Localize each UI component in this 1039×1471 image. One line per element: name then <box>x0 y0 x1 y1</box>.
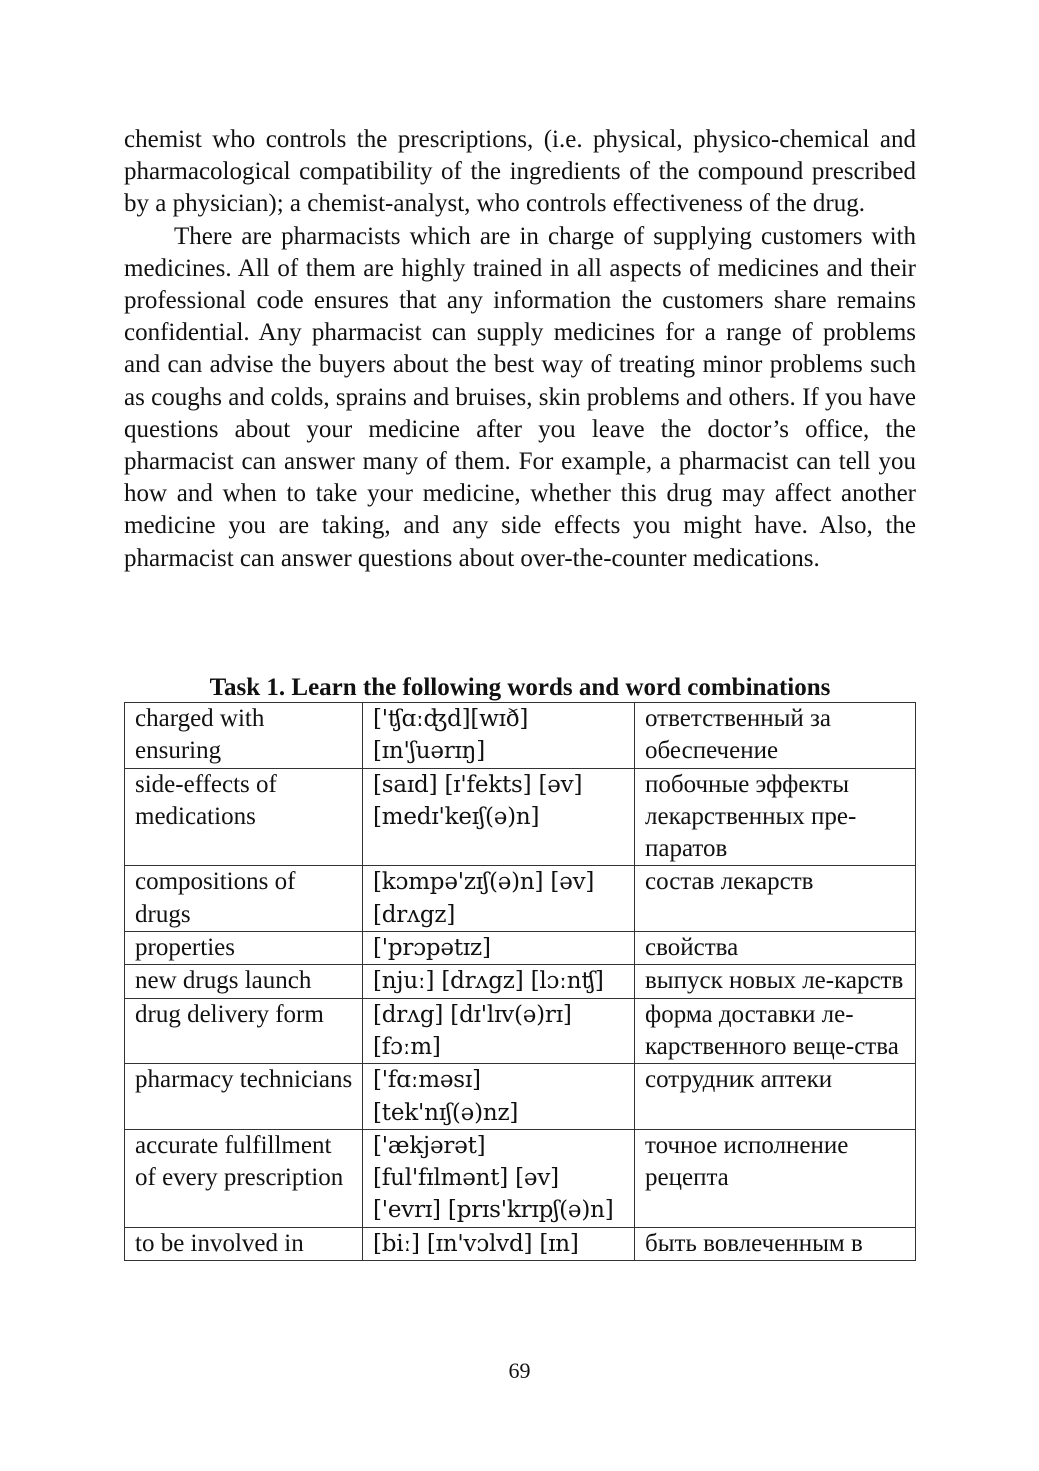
table-row <box>125 1129 916 1227</box>
term-cell: to be involved in <box>125 1227 363 1260</box>
table-row <box>125 703 916 769</box>
translation-cell: сотрудник аптеки <box>635 1064 916 1130</box>
translation-cell: свойства <box>635 932 916 965</box>
paragraph-chemist: chemist who controls the prescriptions, (i.e. physical, physico-chemical and pharmacological compatibility of the ingredients of the compound prescribed by a physician); a chemist-analyst, who controls effectiveness of the drug. <box>124 126 916 218</box>
term-cell: charged with ensuring <box>125 703 363 769</box>
transcription-cell: ['ʧɑːʤd][wɪð] [ɪn'ʃuərɪŋ] <box>363 703 635 769</box>
transcription-cell: [biː] [ɪn'vɔlvd] [ɪn] <box>363 1227 635 1260</box>
translation-cell: побочные эффекты лекарственных пре-паратов <box>635 768 916 866</box>
term-cell: accurate fulfillment of every prescription <box>125 1129 363 1227</box>
page-content <box>124 124 916 1257</box>
page-number: 69 <box>508 1358 531 1383</box>
term-cell: side-effects of medications <box>125 768 363 866</box>
vocabulary-table <box>124 702 916 1261</box>
term-cell: drug delivery form <box>125 998 363 1064</box>
transcription-cell: [njuː] [drʌgz] [lɔːnʧ] <box>363 965 635 998</box>
transcription-cell: [kɔmpə'zɪʃ(ə)n] [əv] [drʌgz] <box>363 866 635 932</box>
translation-cell: ответственный за обеспечение <box>635 703 916 769</box>
table-row <box>125 998 916 1064</box>
translation-cell: состав лекарств <box>635 866 916 932</box>
term-cell: compositions of drugs <box>125 866 363 932</box>
table-row <box>125 1064 916 1130</box>
translation-cell: форма доставки ле-карственного веще-ства <box>635 998 916 1064</box>
transcription-cell: ['fɑːməsɪ] [tek'nɪʃ(ə)nz] <box>363 1064 635 1130</box>
translation-cell: быть вовлеченным в <box>635 1227 916 1260</box>
table-row <box>125 866 916 932</box>
table-row <box>125 768 916 866</box>
table-row <box>125 1227 916 1260</box>
term-cell: properties <box>125 932 363 965</box>
table-row <box>125 932 916 965</box>
term-cell: pharmacy technicians <box>125 1064 363 1130</box>
transcription-cell: ['prɔpətɪz] <box>363 932 635 965</box>
translation-cell: выпуск новых ле-карств <box>635 965 916 998</box>
transcription-cell: [drʌg] [dɪ'lɪv(ə)rɪ] [fɔːm] <box>363 998 635 1064</box>
transcription-cell: ['ækjərət] [ful'fɪlmənt] [əv] ['evrɪ] [prɪs'krɪpʃ(ə)n] <box>363 1129 635 1227</box>
task-title: Task 1. Learn the following words and word combinations <box>209 674 831 701</box>
translation-cell: точное исполнение рецепта <box>635 1129 916 1227</box>
paragraph-pharmacists: There are pharmacists which are in charge of supplying customers with medicines. All of them are highly trained in all aspects of medicines and their professional code ensures that any information the customers share remains confidential. Any pharmacist can supply medicines for a range of problems and can advise the buyers about the best way of treating minor problems such as coughs and colds, sprains and bruises, skin problems and others. If you have questions about your medicine after you leave the doctor’s office, the pharmacist can answer many of them. For example, a pharmacist can tell you how and when to take your medicine, whether this drug may affect another medicine you are taking, and any side effects you might have. Also, the pharmacist can answer questions about over-the-counter medications. <box>124 222 916 572</box>
table-row <box>125 965 916 998</box>
term-cell: new drugs launch <box>125 965 363 998</box>
transcription-cell: [saɪd] [ɪ'fekts] [əv] [medɪ'keɪʃ(ə)n] <box>363 768 635 866</box>
